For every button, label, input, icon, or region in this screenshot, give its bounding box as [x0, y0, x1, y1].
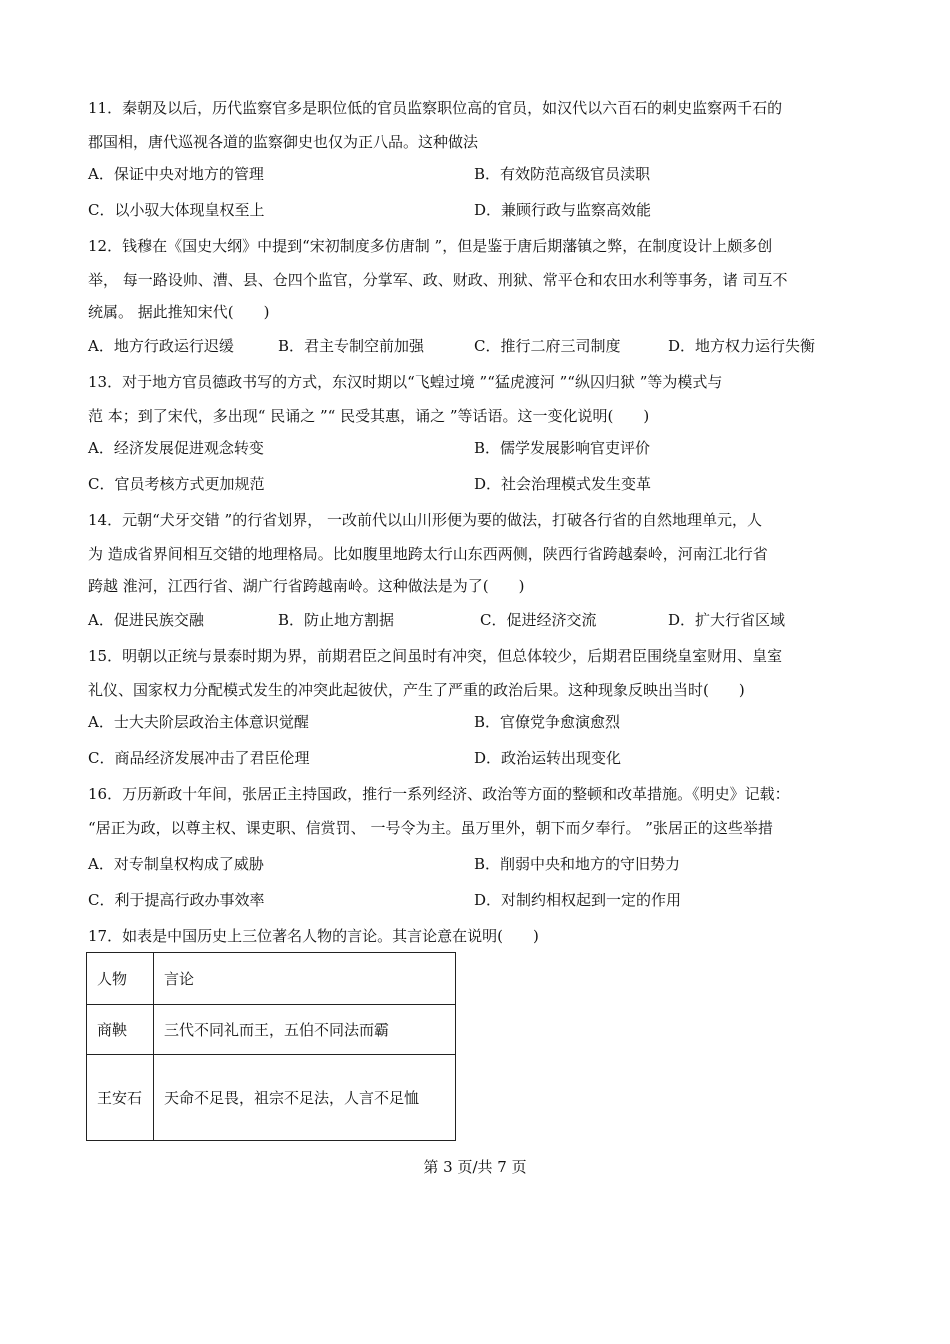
q13-option-b[interactable]: B．儒学发展影响官吏评价	[474, 439, 651, 457]
q14-option-a[interactable]: A．促进民族交融	[88, 611, 204, 629]
q16-stem-line1: 16．万历新政十年间，张居正主持国政，推行一系列经济、政治等方面的整顿和改革措施。《明史》记载：	[88, 785, 790, 803]
q16-stem-line2: “居正为政，以尊主权、课吏职、信赏罚、 一号令为主。虽万里外，朝下而夕奉行。 ”张居正的这些举措	[88, 819, 773, 837]
table-cell-person: 商鞅	[87, 1005, 154, 1055]
q16-option-c[interactable]: C．利于提高行政办事效率	[88, 891, 265, 909]
q14-stem-line3: 跨越 淮河，江西行省、湖广行省跨越南岭。这种做法是为了( )	[88, 577, 525, 595]
table-cell-quote: 三代不同礼而王，五伯不同法而霸	[154, 1005, 456, 1055]
q12-stem-line2: 举， 每一路设帅、漕、县、仓四个监官，分掌军、政、财政、刑狱、常平仓和农田水利等事务，诸 司互不	[88, 271, 788, 289]
q13-option-d[interactable]: D．社会治理模式发生变革	[474, 475, 652, 493]
q13-stem-line2: 范 本；到了宋代，多出现“ 民诵之 ”“ 民受其惠，诵之 ”等话语。这一变化说明( )	[88, 407, 650, 425]
table-header-person: 人物	[87, 953, 154, 1005]
page-footer: 第 3 页/共 7 页	[423, 1158, 527, 1176]
q11-option-c[interactable]: C．以小驭大体现皇权至上	[88, 201, 265, 219]
q14-stem-line1: 14．元朝“犬牙交错 ”的行省划界， 一改前代以山川形便为要的做法，打破各行省的自然地理单元，人	[88, 511, 762, 529]
q12-option-b[interactable]: B．君主专制空前加强	[278, 337, 425, 355]
q13-option-c[interactable]: C．官员考核方式更加规范	[88, 475, 265, 493]
q13-option-a[interactable]: A．经济发展促进观念转变	[88, 439, 264, 457]
q16-option-b[interactable]: B．削弱中央和地方的守旧势力	[474, 855, 681, 873]
q16-option-a[interactable]: A．对专制皇权构成了威胁	[88, 855, 264, 873]
q12-stem-line1: 12．钱穆在《国史大纲》中提到“宋初制度多仿唐制 ”，但是鉴于唐后期藩镇之弊，在制度设计上颇多创	[88, 237, 773, 255]
q11-option-b[interactable]: B．有效防范高级官员渎职	[474, 165, 651, 183]
table-row	[87, 1055, 456, 1141]
q11-option-a[interactable]: A．保证中央对地方的管理	[88, 165, 264, 183]
q16-option-d[interactable]: D．对制约相权起到一定的作用	[474, 891, 682, 909]
q13-stem-line1: 13．对于地方官员德政书写的方式，东汉时期以“飞蝗过境 ”“猛虎渡河 ”“纵囚归狱 ”等为模式与	[88, 373, 723, 391]
q15-stem-line2: 礼仪、国家权力分配模式发生的冲突此起彼伏，产生了严重的政治后果。这种现象反映出当时( )	[88, 681, 745, 699]
table-header-row	[87, 953, 456, 1005]
table-row	[87, 1005, 456, 1055]
q14-option-c[interactable]: C．促进经济交流	[480, 611, 597, 629]
q15-option-d[interactable]: D．政治运转出现变化	[474, 749, 622, 767]
q14-option-b[interactable]: B．防止地方割据	[278, 611, 395, 629]
q17-stem-line1: 17．如表是中国历史上三位著名人物的言论。其言论意在说明( )	[88, 927, 539, 945]
q15-option-c[interactable]: C．商品经济发展冲击了君臣伦理	[88, 749, 310, 767]
q15-option-a[interactable]: A．士大夫阶层政治主体意识觉醒	[88, 713, 309, 731]
q12-option-d[interactable]: D．地方权力运行失衡	[668, 337, 816, 355]
q15-stem-line1: 15．明朝以正统与景泰时期为界，前期君臣之间虽时有冲突，但总体较少，后期君臣围绕皇室财用、皇室	[88, 647, 783, 665]
q12-option-a[interactable]: A．地方行政运行迟缓	[88, 337, 234, 355]
q14-stem-line2: 为 造成省界间相互交错的地理格局。比如腹里地跨太行山东西两侧，陕西行省跨越秦岭，河南江北行省	[88, 545, 768, 563]
q12-option-c[interactable]: C．推行二府三司制度	[474, 337, 621, 355]
quotes-table	[86, 952, 456, 1141]
q12-stem-line3: 统属。 据此推知宋代( )	[88, 303, 270, 321]
table-cell-quote: 天命不足畏，祖宗不足法，人言不足恤	[154, 1055, 456, 1141]
table-cell-person: 王安石	[87, 1055, 154, 1141]
q14-option-d[interactable]: D．扩大行省区域	[668, 611, 786, 629]
q15-option-b[interactable]: B．官僚党争愈演愈烈	[474, 713, 621, 731]
table-header-quote: 言论	[154, 953, 456, 1005]
q11-stem-line1: 11．秦朝及以后，历代监察官多是职位低的官员监察职位高的官员，如汉代以六百石的刺史监察两千石的	[88, 99, 783, 117]
q11-stem-line2: 郡国相，唐代巡视各道的监察御史也仅为正八品。这种做法	[88, 133, 479, 151]
q11-option-d[interactable]: D．兼顾行政与监察高效能	[474, 201, 652, 219]
